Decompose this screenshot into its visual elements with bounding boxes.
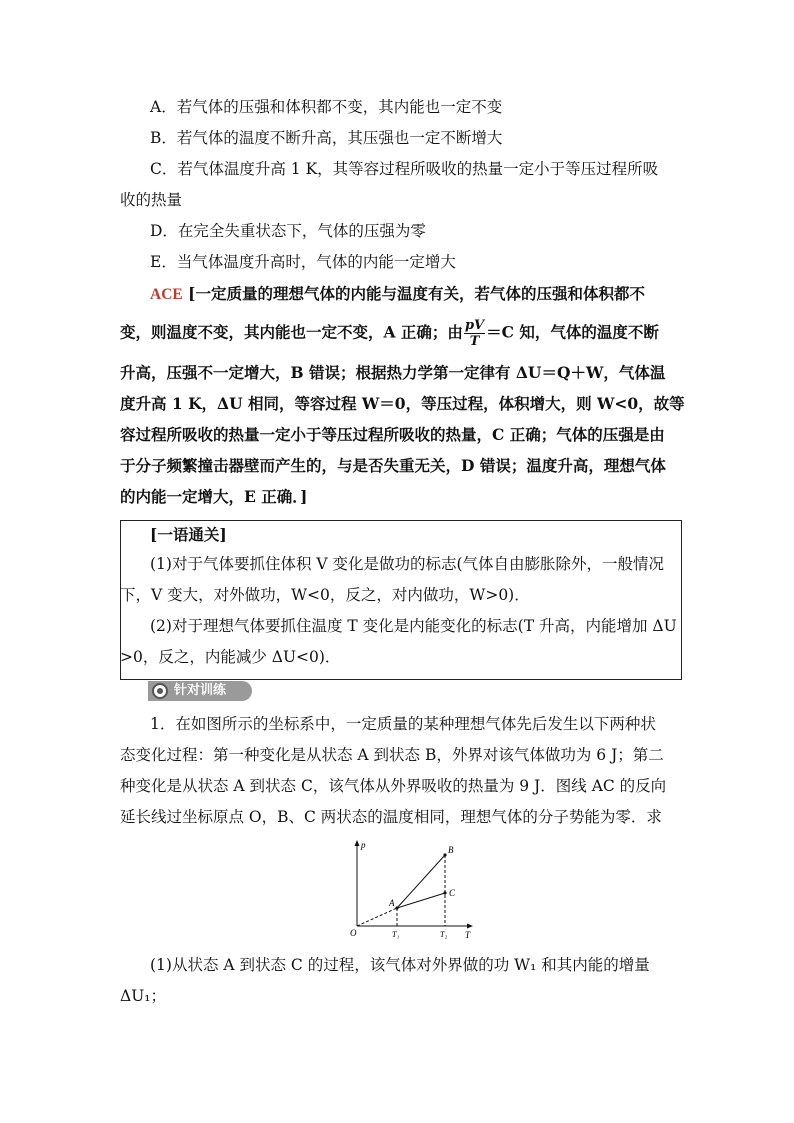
option-e: E．当气体温度升高时，气体的内能一定增大 bbox=[150, 253, 456, 271]
label-t2: T₂ bbox=[440, 930, 448, 939]
problem-line-3: 种变化是从状态 A 到状态 C，该气体从外界吸收的热量为 9 J．图线 AC 的反向 bbox=[120, 777, 667, 795]
p-t-diagram bbox=[345, 838, 480, 943]
point-b bbox=[443, 853, 446, 856]
answer-line-5: 容过程所吸收的热量一定小于等压过程所吸收的热量，C 正确；气体的压强是由 bbox=[120, 425, 665, 444]
label-b: B bbox=[448, 845, 454, 855]
answer-line-2: 变，则温度不变，其内能也一定不变，A 正确；由 $\frac{pV}{T}$ ＝C 知，气体的温度不断 bbox=[120, 318, 659, 349]
label-t-axis: T bbox=[465, 930, 471, 940]
answer-line-7: 的内能一定增大，E 正确．] bbox=[120, 487, 308, 506]
answer-key: ACE bbox=[150, 286, 183, 303]
badge-label: 针对训练 bbox=[174, 683, 227, 698]
question-line-2: ΔU₁； bbox=[120, 987, 166, 1005]
point-a bbox=[395, 906, 398, 909]
label-p: p bbox=[361, 840, 366, 850]
option-a: A．若气体的压强和体积都不变，其内能也一定不变 bbox=[150, 98, 503, 116]
label-c: C bbox=[449, 888, 456, 898]
answer-line-6: 于分子频繁撞击器壁而产生的，与是否失重无关，D 错误；温度升高，理想气体 bbox=[120, 456, 666, 475]
problem-line-2: 态变化过程：第一种变化是从状态 A 到状态 B，外界对该气体做功为 6 J；第二 bbox=[120, 746, 664, 764]
summary-line-1: (1)对于气体要抓住体积 V 变化是做功的标志(气体自由膨胀除外，一般情况 bbox=[150, 555, 665, 573]
option-c: C．若气体温度升高 1 K，其等容过程所吸收的热量一定小于等压过程所吸 bbox=[150, 160, 659, 178]
summary-line-2: 下，V 变大，对外做功，W<0，反之，对内做功，W>0)． bbox=[120, 586, 530, 604]
summary-line-4: >0，反之，内能减少 ΔU<0)． bbox=[120, 648, 341, 666]
option-b: B．若气体的温度不断升高，其压强也一定不断增大 bbox=[150, 129, 503, 147]
answer-line-4: 度升高 1 K，ΔU 相同，等容过程 W＝0，等压过程，体积增大，则 W<0，故等 bbox=[120, 394, 685, 413]
label-a: A bbox=[389, 898, 395, 908]
answer-line-1: ACE [一定质量的理想气体的内能与温度有关，若气体的压强和体积都不 bbox=[150, 284, 645, 303]
label-o: O bbox=[350, 928, 357, 938]
option-c-cont: 收的热量 bbox=[120, 191, 183, 209]
problem-line-4: 延长线过坐标原点 O，B、C 两状态的温度相同，理想气体的分子势能为零．求 bbox=[120, 808, 662, 826]
summary-line-3: (2)对于理想气体要抓住温度 T 变化是内能变化的标志(T 升高，内能增加 ΔU bbox=[150, 617, 677, 635]
practice-badge bbox=[148, 681, 252, 701]
dashed-extension-oa bbox=[357, 908, 397, 926]
option-d: D．在完全失重状态下，气体的压强为零 bbox=[150, 222, 426, 240]
y-axis-arrow bbox=[355, 840, 360, 846]
fraction-pv-over-t: $\frac{pV}{T}$ bbox=[464, 318, 485, 349]
problem-line-1: 1．在如图所示的坐标系中，一定质量的某种理想气体先后发生以下两种状 bbox=[150, 715, 656, 733]
point-c bbox=[443, 891, 446, 894]
summary-title: [一语通关] bbox=[150, 525, 227, 544]
x-axis-arrow bbox=[467, 924, 473, 929]
label-t1: T₁ bbox=[392, 930, 400, 939]
target-icon bbox=[152, 683, 168, 699]
answer-line-3: 升高，压强不一定增大，B 错误；根据热力学第一定律有 ΔU＝Q＋W，气体温 bbox=[120, 363, 666, 382]
question-line-1: (1)从状态 A 到状态 C 的过程，该气体对外界做的功 W₁ 和其内能的增量 bbox=[150, 956, 650, 974]
